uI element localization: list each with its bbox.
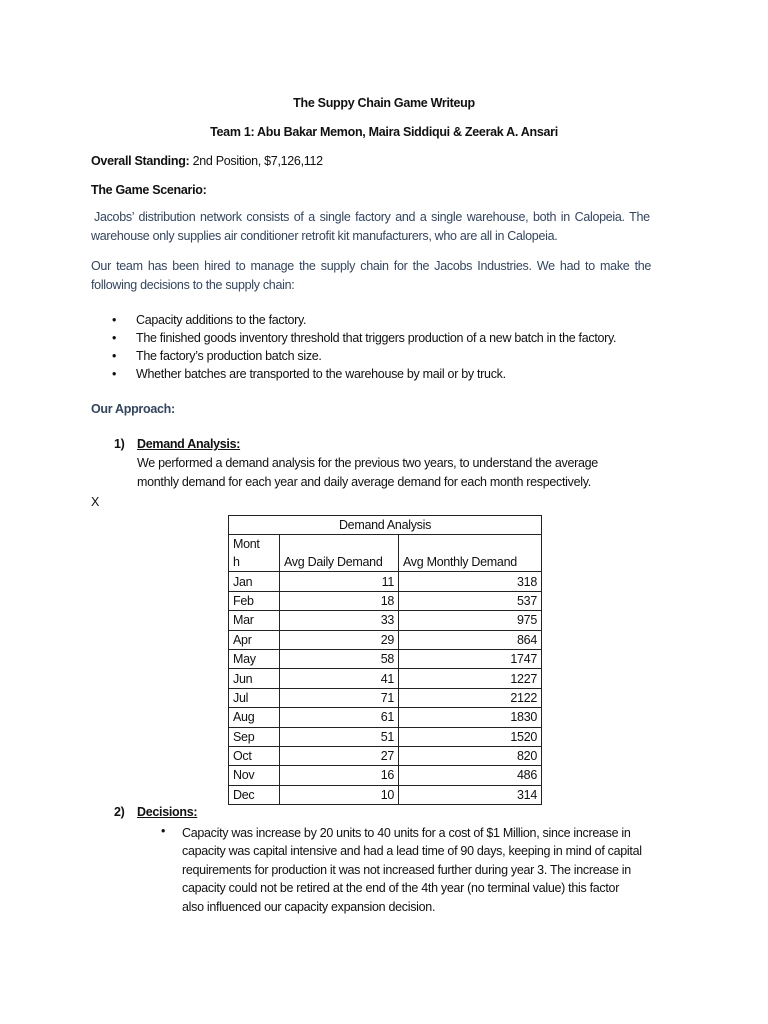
cell-daily: 16 xyxy=(280,766,399,785)
scenario-p2-line2: following decisions to the supply chain: xyxy=(91,278,295,292)
cell-monthly: 318 xyxy=(399,572,542,591)
table-row xyxy=(229,708,542,727)
standing-label: Overall Standing: xyxy=(91,154,190,168)
decision-paragraph: Capacity was increase by 20 units to 40 units for a cost of $1 Million, since increase in capacity was capital intensive and had a lead time of 90 days, keeping in mind of capital requirements for production it was not increased further during year 3. The increase in capacity could not be retired at the end of the 4th year (no terminal value) this factor also influenced our capacity expansion decision. xyxy=(182,826,642,914)
table-row xyxy=(229,688,542,707)
table-row xyxy=(229,785,542,804)
stray-x: X xyxy=(91,495,100,509)
cell-daily: 61 xyxy=(280,708,399,727)
cell-daily: 29 xyxy=(280,630,399,649)
cell-daily: 71 xyxy=(280,688,399,707)
bullet-dot: • xyxy=(161,824,166,838)
cell-month: Mar xyxy=(229,611,280,630)
cell-daily: 10 xyxy=(280,785,399,804)
cell-daily: 51 xyxy=(280,727,399,746)
table-row xyxy=(229,630,542,649)
cell-month: Aug xyxy=(229,708,280,727)
standing-line xyxy=(91,154,323,168)
cell-monthly: 2122 xyxy=(399,688,542,707)
table-row xyxy=(229,649,542,668)
header-monthly: Avg Monthly Demand xyxy=(399,535,542,572)
cell-month: Apr xyxy=(229,630,280,649)
scenario-p2-line1: Our team has been hired to manage the supply chain for the Jacobs Industries. We had to make the xyxy=(91,259,652,273)
table-row xyxy=(229,669,542,688)
cell-monthly: 314 xyxy=(399,785,542,804)
cell-month: May xyxy=(229,649,280,668)
table-row xyxy=(229,611,542,630)
cell-month: Dec xyxy=(229,785,280,804)
cell-month: Sep xyxy=(229,727,280,746)
cell-monthly: 1227 xyxy=(399,669,542,688)
cell-daily: 33 xyxy=(280,611,399,630)
table-row xyxy=(229,591,542,610)
table-row xyxy=(229,766,542,785)
cell-monthly: 1520 xyxy=(399,727,542,746)
cell-monthly: 1747 xyxy=(399,649,542,668)
cell-daily: 41 xyxy=(280,669,399,688)
cell-monthly: 864 xyxy=(399,630,542,649)
table-row xyxy=(229,727,542,746)
cell-monthly: 486 xyxy=(399,766,542,785)
cell-month: Oct xyxy=(229,746,280,765)
document-page: The Suppy Chain Game Writeup Team 1: Abu Bakar Memon, Maira Siddiqui & Zeerak A. Ansari Overall Standing: 2nd Position, $7,126,112 The Game Scenario: Jacobs’ distribution network consists of a single factory and a single warehouse, both in Calopeia. The warehouse only supplies air conditioner retrofit kit manufacturers, who are all in Calopeia. Our team has been hired to manage the supply chain for the Jacobs Industries. We had to make the following decisions to the supply chain: • Capacity additions to the factory. • The finished goods inventory threshold that triggers production of a new batch in the factory. • The factory’s production batch size. • Whether batches are transported to the warehouse by mail or by truck. Our Approach: 1) Demand Analysis: We performed a demand analysis for the previous two years, to understand the average monthly demand for each year and daily average demand for each month respectively. X Demand Analysis Mont h Avg Daily Demand Avg Monthly Demand Jan 11 318 Feb 18 537 Mar 33 975 Apr 29 864 May 58 1747 Jun 41 1227 Jul 71 2122 Aug 61 1830 Sep 51 1520 Oct 27 820 Nov 16 486 Dec 10 314 2) Decisions: • Capacity was increase by 20 units to 40 units for a cost of $1 Million, since increase in capacity was capital intensive and had a lead time of 90 days, keeping in mind of capital requirements for production it was not increased further during year 3. The increase in capacity could not be retired at the end of the 4th year (no terminal value) this factor also influenced our capacity expansion decision. xyxy=(0,0,768,1024)
doc-title: The Suppy Chain Game Writeup xyxy=(293,96,475,110)
scenario-p1-line1: Jacobs’ distribution network consists of a single factory and a single warehouse, both in Calopeia. The xyxy=(94,210,650,224)
cell-month: Jul xyxy=(229,688,280,707)
cell-daily: 27 xyxy=(280,746,399,765)
table-row xyxy=(229,572,542,591)
standing-value: 2nd Position, $7,126,112 xyxy=(192,154,323,168)
table-title: Demand Analysis xyxy=(229,516,542,535)
cell-monthly: 975 xyxy=(399,611,542,630)
cell-monthly: 537 xyxy=(399,591,542,610)
team-line: Team 1: Abu Bakar Memon, Maira Siddiqui & Zeerak A. Ansari xyxy=(210,125,558,139)
approach-heading: Our Approach: xyxy=(91,402,175,416)
demand-table xyxy=(228,515,542,805)
scenario-heading: The Game Scenario: xyxy=(91,183,207,197)
demand-heading: Demand Analysis: xyxy=(137,437,241,451)
header-month: Mont h xyxy=(229,535,280,572)
cell-month: Jan xyxy=(229,572,280,591)
cell-month: Jun xyxy=(229,669,280,688)
cell-daily: 18 xyxy=(280,591,399,610)
demand-line2: monthly demand for each year and daily average demand for each month respectively. xyxy=(137,475,591,489)
cell-daily: 11 xyxy=(280,572,399,591)
decisions-number: 2) xyxy=(114,805,125,819)
cell-monthly: 820 xyxy=(399,746,542,765)
cell-month: Nov xyxy=(229,766,280,785)
scenario-p1-line2: warehouse only supplies air conditioner retrofit kit manufacturers, who are all in Calopeia. xyxy=(91,229,558,243)
decisions-heading: Decisions: xyxy=(137,805,198,819)
demand-line1: We performed a demand analysis for the previous two years, to understand the average xyxy=(137,456,598,470)
demand-number: 1) xyxy=(114,437,125,451)
cell-monthly: 1830 xyxy=(399,708,542,727)
table-row xyxy=(229,746,542,765)
header-daily: Avg Daily Demand xyxy=(280,535,399,572)
cell-daily: 58 xyxy=(280,649,399,668)
cell-month: Feb xyxy=(229,591,280,610)
